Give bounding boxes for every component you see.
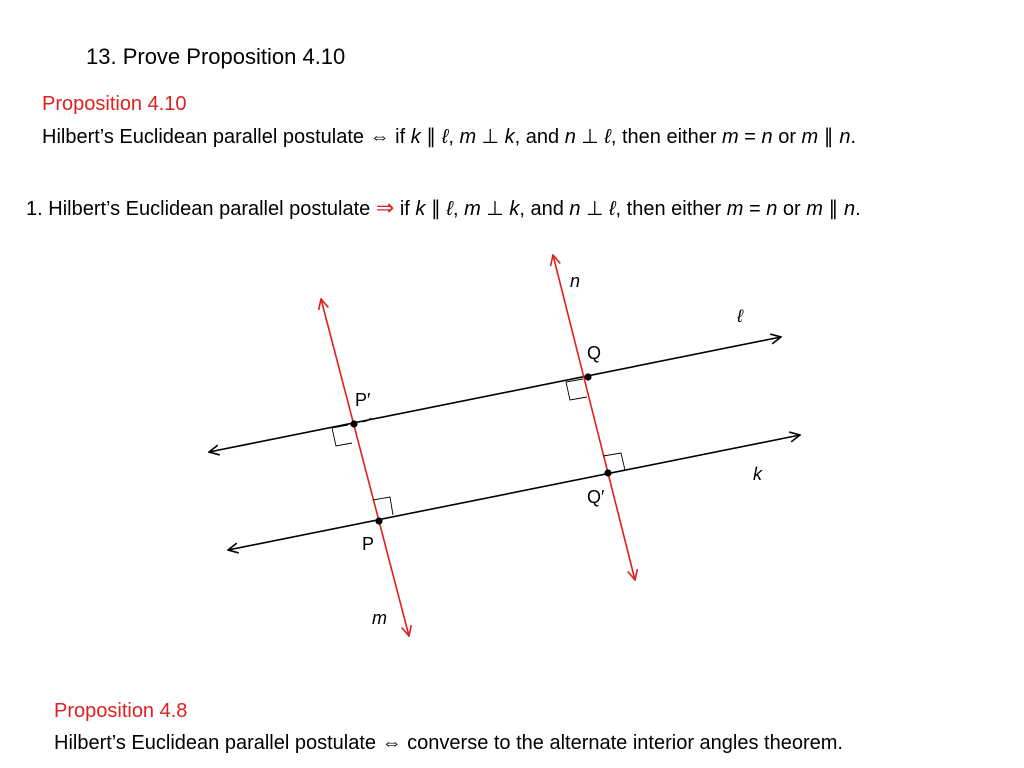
perp-symbol: ⊥: [480, 198, 510, 220]
var-k: k: [415, 198, 426, 220]
parallel-symbol: ∥: [425, 198, 447, 220]
parallel-symbol: ∥: [420, 126, 442, 148]
text: , then either: [610, 126, 723, 148]
var-n: n: [844, 198, 856, 220]
iff-symbol: ⇔: [369, 126, 390, 148]
label-n: n: [570, 271, 581, 291]
text: , then either: [615, 198, 727, 220]
text: Hilbert’s Euclidean parallel postulate: [42, 126, 370, 148]
text: , and: [519, 198, 570, 220]
right-angle-marker: [332, 425, 352, 446]
line-ell: [209, 337, 781, 452]
label-k: k: [753, 464, 762, 484]
proposition-4-8-heading: Proposition 4.8: [54, 700, 188, 722]
text: , and: [514, 126, 565, 148]
var-k: k: [504, 126, 515, 148]
perp-symbol: ⊥: [476, 126, 505, 148]
text: .: [850, 126, 857, 148]
label-q: Q: [587, 343, 602, 363]
var-m: m: [722, 126, 739, 148]
var-m: m: [459, 126, 477, 148]
text: converse to the alternate interior angles theorem.: [401, 732, 843, 754]
right-angle-marker: [566, 379, 587, 400]
var-n: n: [766, 198, 778, 220]
perp-symbol: ⊥: [580, 198, 610, 220]
label-p: P: [362, 534, 375, 554]
point-q-prime: [604, 469, 611, 476]
var-m: m: [726, 198, 744, 220]
var-m: m: [464, 198, 481, 220]
implies-arrow-icon: ⇒: [375, 195, 395, 220]
text: Hilbert’s Euclidean parallel postulate: [54, 732, 382, 754]
point-q: [584, 373, 591, 380]
parallel-symbol: ∥: [818, 126, 840, 148]
line-k: [228, 435, 800, 550]
text: or: [772, 126, 802, 148]
line-m: [321, 299, 409, 636]
slide-title: 13. Prove Proposition 4.10: [86, 44, 346, 69]
step-number: 1.: [26, 198, 49, 220]
text: ,: [448, 126, 460, 148]
proposition-4-8-statement: [54, 732, 843, 755]
equals-symbol: =: [738, 126, 762, 148]
point-p: [375, 517, 382, 524]
parallel-symbol: ∥: [822, 198, 845, 220]
perp-symbol: ⊥: [575, 126, 605, 148]
equals-symbol: =: [743, 198, 767, 220]
point-p-prime: [350, 420, 357, 427]
var-ell: ℓ: [609, 198, 616, 220]
var-k: k: [509, 198, 520, 220]
var-m: m: [806, 198, 823, 220]
line-n: [553, 255, 635, 580]
text: ,: [453, 198, 465, 220]
text: if: [389, 126, 411, 148]
iff-symbol: ⇔: [381, 732, 402, 754]
text: Hilbert’s Euclidean parallel postulate: [48, 198, 376, 220]
var-ell: ℓ: [604, 126, 611, 148]
text: if: [394, 198, 416, 220]
var-k: k: [410, 126, 421, 148]
label-p-prime: P′: [355, 390, 371, 410]
text: .: [855, 198, 861, 220]
label-m: m: [372, 608, 387, 628]
var-ell: ℓ: [446, 198, 454, 220]
var-m: m: [801, 126, 819, 148]
var-n: n: [761, 126, 773, 148]
text: or: [777, 198, 807, 220]
proposition-4-10-heading: Proposition 4.10: [42, 93, 187, 115]
var-n: n: [569, 198, 581, 220]
var-n: n: [564, 126, 576, 148]
label-ell: ℓ: [737, 306, 743, 326]
label-q-prime: Q′: [587, 487, 605, 507]
var-n: n: [839, 126, 851, 148]
var-ell: ℓ: [441, 126, 449, 148]
